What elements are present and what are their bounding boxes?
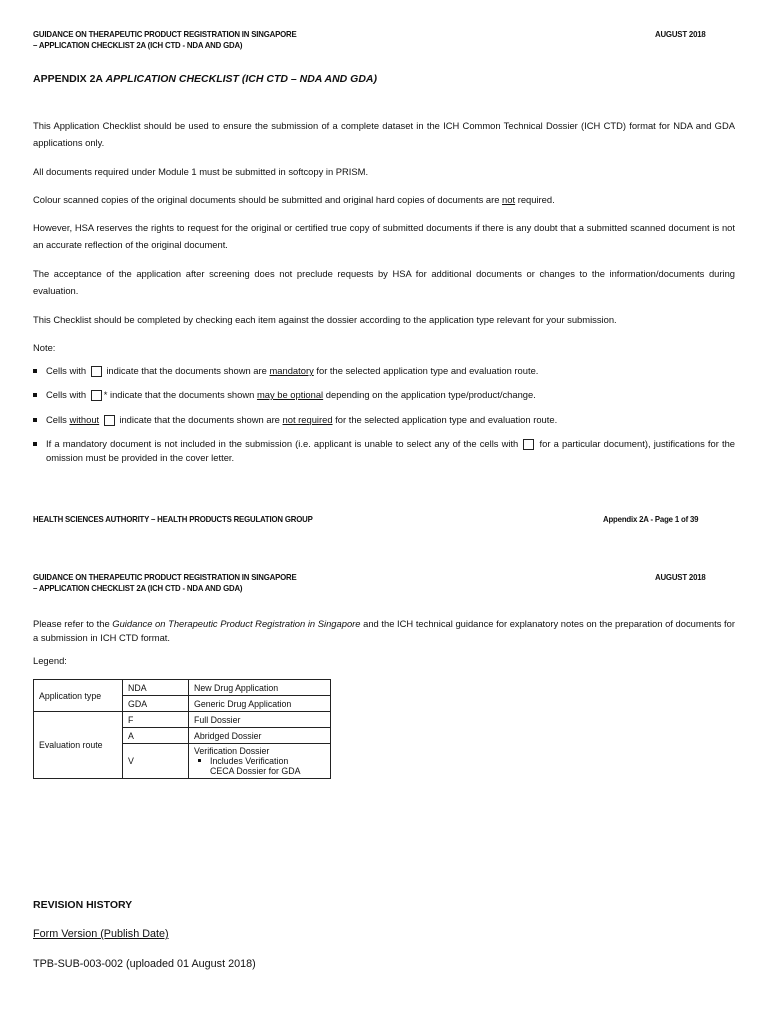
legend-v-desc: Verification Dossier bbox=[194, 746, 270, 756]
page1-header bbox=[33, 29, 297, 51]
page2-legend-label: Legend: bbox=[33, 655, 67, 666]
page1-bullet4 bbox=[46, 437, 735, 465]
page1-para3-end: required. bbox=[515, 194, 555, 205]
page1-bullet1 bbox=[46, 364, 735, 378]
page1-para6: This Checklist should be completed by checking each item against the dossier according to the application type relevant for your submission. bbox=[33, 314, 617, 325]
legend-desc: Abridged Dossier bbox=[189, 728, 331, 744]
page2-header-date: AUGUST 2018 bbox=[655, 572, 706, 582]
bullet1-text-a: Cells with bbox=[46, 365, 87, 376]
legend-code: NDA bbox=[123, 680, 189, 696]
page1-header-line2: – APPLICATION CHECKLIST 2A (ICH CTD - NDA AND GDA) bbox=[33, 40, 243, 50]
page2-para-text-b: and the ICH technical guidance for explanatory notes on the preparation of documents for a submission in ICH CTD format. bbox=[33, 618, 735, 643]
legend-table bbox=[33, 679, 331, 779]
bullet1-text-c: for the selected application type and evaluation route. bbox=[313, 365, 539, 376]
page2-header-line1: GUIDANCE ON THERAPEUTIC PRODUCT REGISTRATION IN SINGAPORE bbox=[33, 572, 297, 582]
page1-para5: The acceptance of the application after screening does not preclude requests by HSA for additional documents or changes to the information/documents during evaluation. bbox=[33, 268, 735, 296]
page2-header bbox=[33, 572, 297, 594]
bullet3-text-c: for the selected application type and evaluation route. bbox=[332, 414, 558, 425]
page2-header-line2: – APPLICATION CHECKLIST 2A (ICH CTD - NDA AND GDA) bbox=[33, 583, 243, 593]
bullet3-underline-without: without bbox=[69, 414, 100, 425]
page1-para1: This Application Checklist should be used to ensure the submission of a complete dataset in the ICH Common Technical Dossier (ICH CTD) format for NDA and GDA applications only. bbox=[33, 120, 735, 148]
legend-code: A bbox=[123, 728, 189, 744]
page1-bullet2 bbox=[46, 388, 735, 402]
checkbox-icon bbox=[91, 390, 102, 401]
legend-code: V bbox=[123, 744, 189, 779]
page1-note-label: Note: bbox=[33, 342, 56, 353]
legend-desc: New Drug Application bbox=[189, 680, 331, 696]
page2-para-text-a: Please refer to the bbox=[33, 618, 113, 629]
page1-para4: However, HSA reserves the rights to request for the original or certified true copy of submitted documents if there is any doubt that a submitted scanned document is not an accurate reflection of the original document. bbox=[33, 222, 735, 250]
page1-footer-left: HEALTH SCIENCES AUTHORITY – HEALTH PRODUCTS REGULATION GROUP bbox=[33, 514, 313, 524]
page1-title-italic: APPLICATION CHECKLIST (ICH CTD – NDA AND GDA) bbox=[105, 73, 377, 85]
checkbox-icon bbox=[104, 415, 115, 426]
bullet-icon bbox=[33, 369, 37, 373]
legend-code: GDA bbox=[123, 696, 189, 712]
legend-desc-verification bbox=[189, 744, 331, 779]
page1-para2: All documents required under Module 1 must be submitted in softcopy in PRISM. bbox=[33, 166, 369, 177]
page1-para3-text: Colour scanned copies of the original documents should be submitted and original hard copies of documents are bbox=[33, 194, 503, 205]
page1-title bbox=[33, 73, 377, 85]
page1-bullet3 bbox=[46, 413, 735, 427]
page1-title-prefix: APPENDIX 2A bbox=[33, 73, 103, 85]
bullet-icon bbox=[33, 393, 37, 397]
bullet1-text-b: indicate that the documents shown are bbox=[103, 365, 270, 376]
legend-v-sub bbox=[194, 756, 310, 776]
checkbox-icon bbox=[523, 439, 534, 450]
page1-footer-right: Appendix 2A - Page 1 of 39 bbox=[603, 514, 699, 524]
page2-para-italic: Guidance on Therapeutic Product Registration in Singapore bbox=[112, 618, 361, 629]
page2-para bbox=[33, 617, 735, 645]
bullet2-underline: may be optional bbox=[256, 389, 324, 400]
bullet2-text-b: * indicate that the documents shown bbox=[103, 389, 257, 400]
checkbox-icon bbox=[91, 366, 102, 377]
page1-para3-underline: not bbox=[502, 194, 516, 205]
bullet2-text-c: depending on the application type/product/change. bbox=[323, 389, 536, 400]
legend-eval-route-label: Evaluation route bbox=[34, 712, 123, 779]
bullet-icon bbox=[198, 759, 201, 762]
form-version-label bbox=[33, 928, 169, 940]
bullet1-underline: mandatory bbox=[269, 365, 314, 376]
legend-v-sub-text: Includes Verification CECA Dossier for GDA bbox=[210, 756, 301, 776]
bullet3-underline-not-required: not required bbox=[282, 414, 333, 425]
legend-desc: Generic Drug Application bbox=[189, 696, 331, 712]
form-version-label-text: Form Version (Publish Date) bbox=[33, 928, 169, 940]
form-version-value: TPB-SUB-003-002 (uploaded 01 August 2018) bbox=[33, 958, 256, 970]
revision-history-heading: REVISION HISTORY bbox=[33, 899, 133, 911]
legend-code: F bbox=[123, 712, 189, 728]
page1-para3 bbox=[33, 191, 735, 208]
page1-header-date: AUGUST 2018 bbox=[655, 29, 706, 39]
legend-desc: Full Dossier bbox=[189, 712, 331, 728]
page1-header-line1: GUIDANCE ON THERAPEUTIC PRODUCT REGISTRATION IN SINGAPORE bbox=[33, 29, 297, 39]
bullet3-text-b: indicate that the documents shown are bbox=[116, 414, 283, 425]
legend-app-type-label: Application type bbox=[34, 680, 123, 712]
bullet3-text-a: Cells bbox=[46, 414, 70, 425]
bullet-icon bbox=[33, 418, 37, 422]
bullet2-text-a: Cells with bbox=[46, 389, 87, 400]
bullet4-text-b: for a particular document), justifications for the omission must be provided in the cover letter. bbox=[46, 438, 735, 463]
bullet-icon bbox=[33, 442, 37, 446]
bullet4-text-a: If a mandatory document is not included in the submission (i.e. applicant is unable to select any of the cells with bbox=[46, 438, 519, 449]
